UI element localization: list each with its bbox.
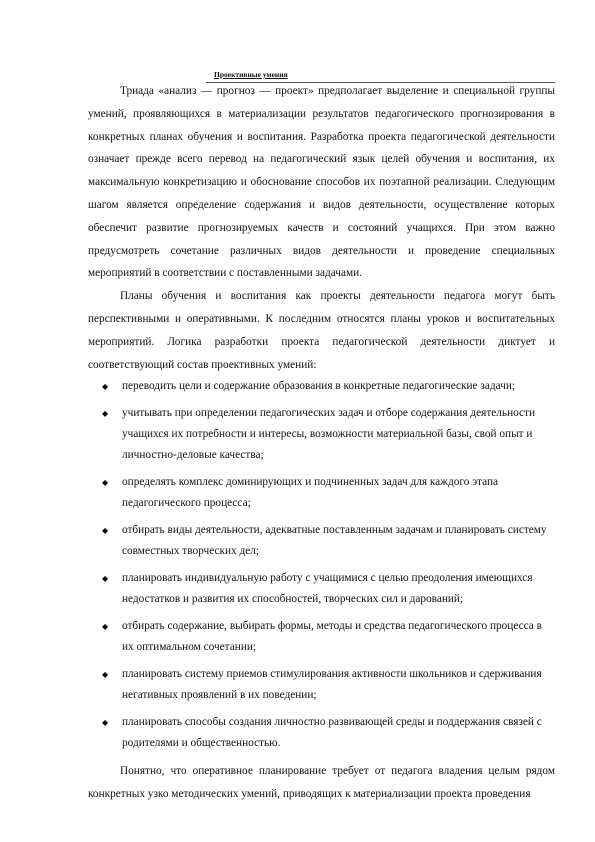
skills-list: [88, 376, 555, 754]
bullet-icon: ◆: [102, 670, 109, 680]
bullet-icon: ◆: [102, 526, 109, 536]
list-item-text: переводить цели и содержание образования в конкретные педагогические задачи;: [122, 380, 516, 393]
list-item: [88, 616, 555, 658]
list-item-text: планировать способы создания личностно развивающей среды и поддержания связей с родителями и общественностью.: [122, 716, 542, 750]
list-item: [88, 664, 555, 706]
list-item: [88, 520, 555, 562]
paragraph-conclusion: Понятно, что оперативное планирование требует от педагога владения целым рядом конкретных узко методических умений, приводящих к материализации проекта проведения: [88, 765, 555, 801]
heading-block: [88, 70, 556, 80]
list-item-text: отбирать виды деятельности, адекватные поставленным задачам и планировать систему совместных творческих дел;: [122, 524, 547, 558]
bullet-icon: ◆: [102, 718, 109, 728]
list-item: [88, 712, 555, 754]
bullet-icon: ◆: [102, 622, 109, 632]
list-item-text: отбирать содержание, выбирать формы, методы и средства педагогического процесса в их оптимальном сочетании;: [122, 620, 542, 654]
list-item: [88, 403, 555, 466]
list-item-text: планировать систему приемов стимулирования активности школьников и сдерживания негативных проявлений в их поведении;: [122, 668, 542, 702]
list-item-text: учитывать при определении педагогических задач и отборе содержания деятельности учащихся их потребности и интересы, возможности материальной базы, свой опыт и личностно-деловые качества;: [122, 407, 536, 462]
section-heading: Проективные умения: [214, 70, 288, 79]
document-body: [88, 80, 555, 806]
bullet-icon: ◆: [102, 574, 109, 584]
paragraph-intro: Триада «анализ — прогноз — проект» предполагает выделение и специальной группы умений, проявляющихся в материализации результатов педагогического прогнозирования в конкретных планах обучения и воспитания. Разработка проекта педагогической деятельности означает прежде всего перевод на педагогический язык целей обучения и воспитания, их максимальную конкретизацию и обоснование способов их поэтапной реализации. Следующим шагом является определение содержания и видов деятельности, осуществление которых обеспечит развитие прогнозируемых качеств и состояний учащихся. При этом важно предусмотреть сочетание различных видов деятельности и проведение специальных мероприятий в соответствии с поставленными задачами.: [88, 85, 555, 280]
bullet-icon: ◆: [102, 478, 109, 488]
paragraph-plans: Планы обучения и воспитания как проекты деятельности педагога могут быть перспективными и оперативными. К последним относятся планы уроков и воспитательных мероприятий. Логика разработки проекта педагогической деятельности диктует и соответствующий состав проективных умений:: [88, 290, 555, 371]
bullet-icon: ◆: [102, 382, 109, 392]
list-item-text: планировать индивидуальную работу с учащимися с целью преодоления имеющихся недостатков и развития их способностей, творческих сил и дарований;: [122, 572, 533, 606]
list-item: [88, 568, 555, 610]
list-item-text: определять комплекс доминирующих и подчиненных задач для каждого этапа педагогического процесса;: [122, 476, 499, 510]
list-item: [88, 376, 555, 397]
bullet-icon: ◆: [102, 409, 109, 419]
list-item: [88, 472, 555, 514]
